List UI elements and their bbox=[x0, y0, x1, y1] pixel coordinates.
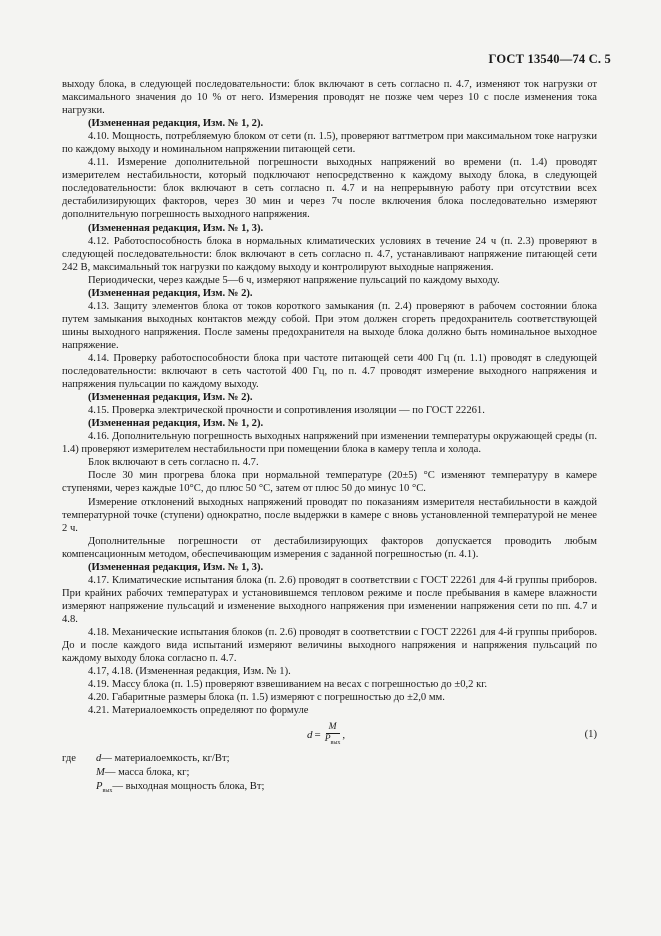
formula-trail: , bbox=[342, 729, 346, 742]
paragraph: Дополнительные погрешности от дестабилизирующих факторов допускается проводить любым компенсационным методом, обеспечивающим измерения с заданной погрешностью (п. 4.1). bbox=[62, 535, 597, 560]
document-body bbox=[62, 78, 597, 798]
definition-symbol-base: d bbox=[96, 753, 102, 765]
edition-note: (Измененная редакция, Изм. № 1, 2). bbox=[88, 118, 264, 130]
definition-text: — масса блока, кг; bbox=[104, 767, 190, 779]
definition-lead bbox=[62, 780, 96, 798]
paragraph: 4.18. Механические испытания блоков (п. 2.6) проводят в соответствии с ГОСТ 22261 для 4-й группы приборов. До и после каждого вида испытаний измеряют величины выходного напряжения и напряжения пульсаций по каждому выходу блока согласно п. 4.7. bbox=[62, 626, 597, 665]
paragraph: 4.17. Климатические испытания блока (п. 2.6) проводят в соответствии с ГОСТ 22261 для 4-й группы приборов. При крайних рабочих температурах и установившемся тепловом режиме и после пребывания в камере влажности измеряют напряжение пульсаций и изменение выходного напряжения при изменении напряжения сети по пп. 4.7 и 4.8. bbox=[62, 574, 597, 625]
paragraph: 4.21. Материалоемкость определяют по формуле bbox=[88, 705, 309, 717]
paragraph: После 30 мин прогрева блока при нормальной температуре (20±5) °С изменяют температуру в камере ступенями, через каждые 10°С, до плюс 50 °С, затем от плюс 50 до минус 10 °С. bbox=[62, 470, 597, 495]
formula-denominator-sub: вых bbox=[330, 740, 341, 747]
definition-lead bbox=[62, 766, 96, 780]
definition-text: — материалоемкость, кг/Вт; bbox=[101, 753, 230, 765]
definition-item bbox=[62, 752, 597, 766]
paragraph: 4.11. Измерение дополнительной погрешности выходных напряжений во времени (п. 1.4) проводят измерителем нестабильности, который подключают непосредственно к каждому выходу блока, в следующей последовательности: блок включают в сеть согласно п. 4.7 и на непрерывную работу при отсутствии всех дестабилизирующих факторов, через 30 мин и через 7ч после включения блока последовательно измеряют дополнительную погрешность выходного напряжения. bbox=[62, 157, 597, 221]
formula-denominator-base: P bbox=[324, 734, 331, 745]
definition-list bbox=[62, 752, 597, 798]
paragraph: выходу блока, в следующей последовательности: блок включают в сеть согласно п. 4.7, изменяют ток нагрузки от максимального значения до 10 % от него. Измерения проводят не позже чем через 10 с после изменения тока нагрузки. bbox=[62, 79, 597, 117]
definition-lead: где bbox=[62, 753, 76, 765]
paragraph: Измерение отклонений выходных напряжений проводят по показаниям измерителя нестабильности в каждой температурной точке (ступени) однократно, после выдержки в камере с вновь установленной температурой не менее 2 ч. bbox=[62, 496, 597, 534]
edition-note: (Измененная редакция, Изм. № 2). bbox=[88, 287, 253, 299]
paragraph: 4.16. Дополнительную погрешность выходных напряжений при изменении температуры окружающей среды (п. 1.4) проверяют измерителем нестабильности при помещении блока в камеру тепла и холода. bbox=[62, 431, 597, 456]
formula-equals: = bbox=[314, 729, 321, 742]
definition-symbol-sub: вых bbox=[102, 788, 113, 795]
edition-note: (Измененная редакция, Изм. № 1, 3). bbox=[88, 222, 264, 234]
paragraph: 4.14. Проверку работоспособности блока при частоте питающей сети 400 Гц (п. 1.1) проводят в следующей последовательности: включают в сеть частотой 400 Гц, по п. 4.7 проводят измерение выходного напряжения и напряжения пульсации по каждому выходу. bbox=[62, 352, 597, 391]
paragraph: 4.12. Работоспособность блока в нормальных климатических условиях в течение 24 ч (п. 2.3) проверяют в следующей последовательности: блок включают в сеть согласно п. 4.7, устанавливают напряжение питающей сети 242 В, максимальный ток нагрузки по каждому выходу и контролируют выходные напряжения. bbox=[62, 235, 597, 273]
paragraph: 4.19. Массу блока (п. 1.5) проверяют взвешиванием на весах с погрешностью до ±0,2 кг. bbox=[88, 679, 488, 691]
paragraph: 4.10. Мощность, потребляемую блоком от сети (п. 1.5), проверяют ваттметром при максимальном токе нагрузки по каждому выходу и номинальном напряжении питающей сети. bbox=[62, 131, 597, 156]
formula-fraction bbox=[325, 722, 341, 749]
formula-numerator: M bbox=[326, 722, 340, 734]
paragraph: 4.15. Проверка электрической прочности и сопротивления изоляции — по ГОСТ 22261. bbox=[88, 405, 485, 417]
paragraph: Периодически, через каждые 5—6 ч, измеряют напряжение пульсаций по каждому выходу. bbox=[88, 274, 500, 286]
paragraph-list bbox=[62, 78, 597, 717]
formula-expression bbox=[307, 722, 345, 749]
paragraph: 4.20. Габаритные размеры блока (п. 1.5) измеряют с погрешностью до ±2,0 мм. bbox=[88, 692, 445, 704]
formula bbox=[62, 720, 597, 750]
definition-symbol bbox=[96, 766, 105, 780]
definition-text: — выходная мощность блока, Вт; bbox=[112, 781, 265, 793]
edition-note: (Измененная редакция, Изм. № 1, 3). bbox=[88, 561, 264, 573]
definition-item bbox=[62, 780, 597, 798]
definition-symbol-base: M bbox=[96, 767, 105, 779]
paragraph: 4.17, 4.18. (Измененная редакция, Изм. № 1). bbox=[88, 666, 291, 678]
formula-denominator bbox=[325, 734, 341, 749]
paragraph: 4.13. Защиту элементов блока от токов короткого замыкания (п. 2.4) проверяют в рабочем состоянии блока путем замыкания выходных контактов между собой. При этом должен сгореть предохранитель соответствующей шины выходного напряжения. После замены предохранителя на выходе блока должно быть номинальное выходное напряжение. bbox=[62, 300, 597, 351]
edition-note: (Измененная редакция, Изм. № 2). bbox=[88, 392, 253, 404]
definition-symbol-base: P bbox=[96, 781, 103, 793]
formula-lhs: d bbox=[307, 729, 313, 742]
paragraph: Блок включают в сеть согласно п. 4.7. bbox=[88, 457, 259, 469]
definition-symbol bbox=[96, 780, 112, 798]
edition-note: (Измененная редакция, Изм. № 1, 2). bbox=[88, 418, 264, 430]
formula-number: (1) bbox=[584, 729, 597, 741]
page-header: ГОСТ 13540—74 С. 5 bbox=[488, 52, 611, 66]
definition-item bbox=[62, 766, 597, 780]
